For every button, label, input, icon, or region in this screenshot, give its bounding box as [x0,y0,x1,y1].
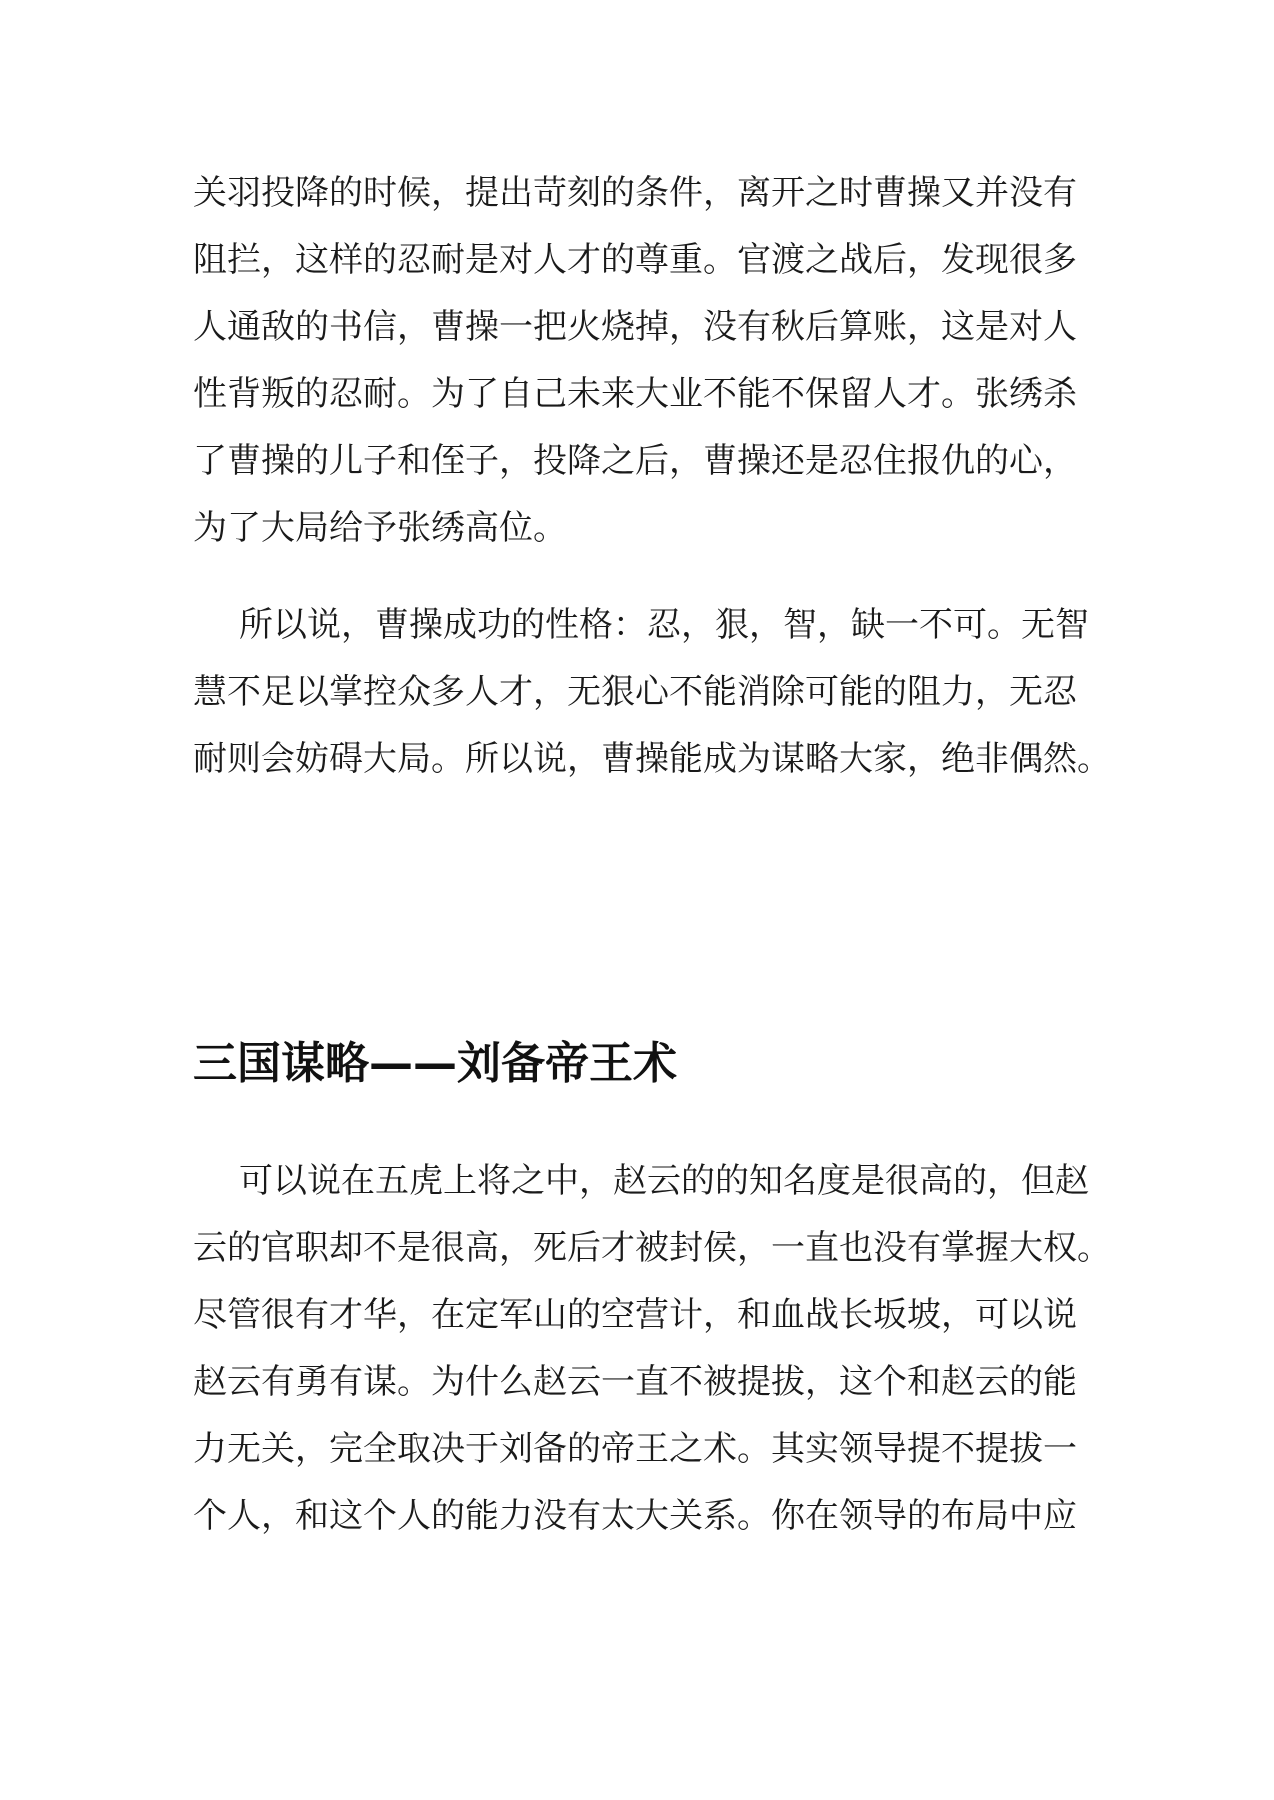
paragraph-line: 关羽投降的时候，提出苛刻的条件，离开之时曹操又并没有 [193,173,1077,213]
paragraph-line: 为了大局给予张绣高位。 [193,508,567,548]
paragraph-line: 阻拦，这样的忍耐是对人才的尊重。官渡之战后，发现很多 [193,240,1077,280]
paragraph-line: 云的官职却不是很高，死后才被封侯，一直也没有掌握大权。 [193,1228,1111,1268]
paragraph-line: 所以说，曹操成功的性格：忍，狠，智，缺一不可。无智 [239,605,1089,645]
paragraph-cao-cao-patience [193,160,1093,562]
paragraph-line: 耐则会妨碍大局。所以说，曹操能成为谋略大家，绝非偶然。 [193,739,1111,779]
paragraph-line: 个人，和这个人的能力没有太大关系。你在领导的布局中应 [193,1496,1077,1536]
paragraph-line: 性背叛的忍耐。为了自己未来大业不能不保留人才。张绣杀 [193,374,1077,414]
paragraph-line: 了曹操的儿子和侄子，投降之后，曹操还是忍住报仇的心， [193,441,1077,481]
paragraph-zhao-yun [193,1148,1111,1550]
paragraph-line: 人通敌的书信，曹操一把火烧掉，没有秋后算账，这是对人 [193,307,1077,347]
section-heading: 三国谋略——刘备帝王术 [193,1038,677,1089]
paragraph-line: 慧不足以掌控众多人才，无狠心不能消除可能的阻力，无忍 [193,672,1077,712]
paragraph-line: 尽管很有才华，在定军山的空营计，和血战长坂坡，可以说 [193,1295,1077,1335]
paragraph-line: 可以说在五虎上将之中，赵云的的知名度是很高的，但赵 [239,1161,1089,1201]
paragraph-cao-cao-conclusion [193,592,1111,793]
paragraph-line: 力无关，完全取决于刘备的帝王之术。其实领导提不提拔一 [193,1429,1077,1469]
paragraph-line: 赵云有勇有谋。为什么赵云一直不被提拔，这个和赵云的能 [193,1362,1077,1402]
